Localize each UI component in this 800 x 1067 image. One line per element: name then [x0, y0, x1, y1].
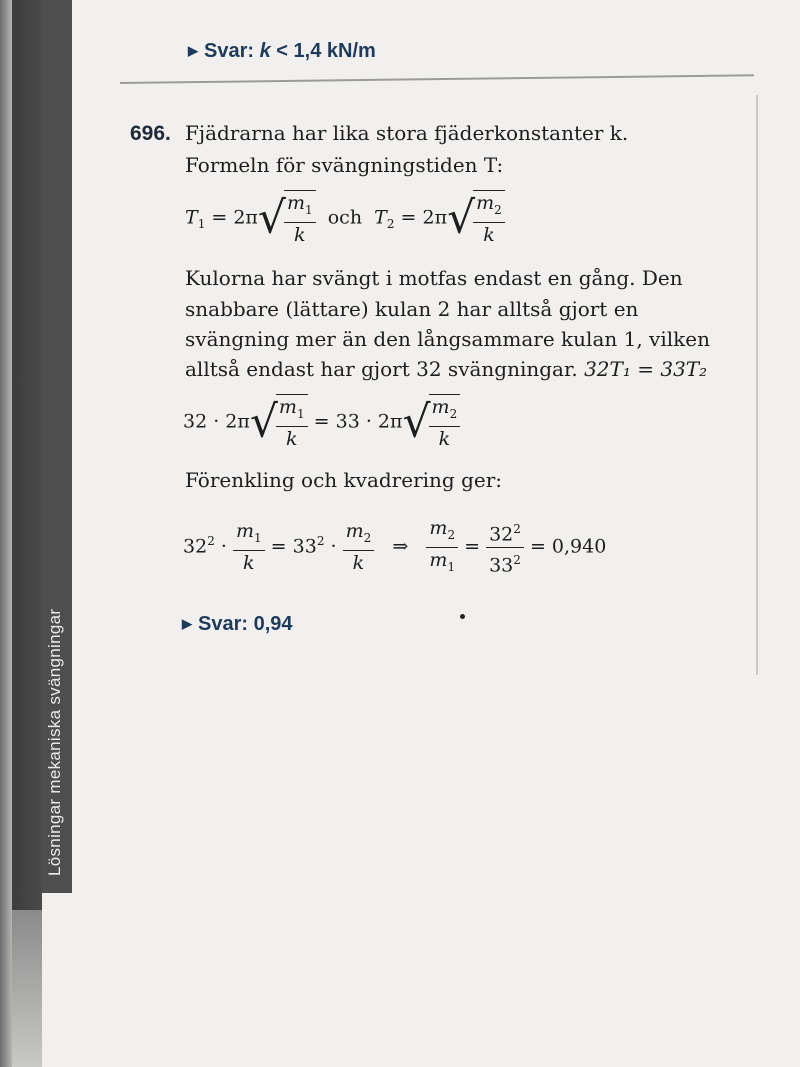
page-shadow-left: [0, 0, 12, 1067]
simplify-text: Förenkling och kvadrering ger:: [185, 468, 503, 492]
section-divider: [120, 74, 754, 84]
problem-line-2: Formeln för svängningstiden T:: [185, 153, 504, 177]
problem-line-1: Fjädrarna har lika stora fjäderkonstanter k.: [185, 121, 629, 145]
equal-times-equation: 32 · 2π√ $\frac{m_1}{k}$ = 33 · 2π√ $\frac{m_2}{k}$: [183, 394, 460, 451]
inline-equation: 32T₁ = 33T₂: [584, 357, 708, 381]
sqrt-2: √ $\frac{m_2}{k}$: [447, 190, 505, 247]
triangle-bullet-icon: ▶: [182, 616, 192, 631]
chapter-side-label: Lösningar mekaniska svängningar: [45, 608, 64, 876]
bottom-answer: ▶ Svar: 0,94: [182, 613, 293, 635]
paragraph-line-3: svängning mer än den långsammare kulan 1, vilken: [185, 327, 710, 351]
period-formulas: $T_1 = 2\pi√$ $\frac{m_1}{k}$ och $T_2 = 2\pi√$ $\frac{m_2}{k}$: [185, 190, 505, 247]
top-answer: ▶ Svar: k < 1,4 kN/m: [188, 40, 376, 62]
book-spine: [12, 0, 42, 910]
paragraph-line-1: Kulorna har svängt i motfas endast en gång. Den: [185, 266, 683, 290]
problem-number: 696.: [130, 122, 171, 145]
ink-dot: [460, 614, 465, 619]
implies-icon: ⇒: [392, 535, 409, 558]
column-edge: [756, 95, 758, 675]
sqrt-1: √ $\frac{m_1}{k}$: [258, 190, 316, 247]
book-spine-lower: [12, 910, 42, 1067]
paragraph-line-2: snabbare (lättare) kulan 2 har alltså gjort en: [185, 297, 639, 321]
paragraph-line-4: alltså endast har gjort 32 svängningar. 32T₁ = 33T₂: [185, 357, 708, 381]
squared-equation: $32^2$ · $\frac{m_1}{k}$ = $33^2$ · $\frac{m_2}{k}$ ⇒ $\frac{m_2}{m_1}$ = $\frac{32^2}{33^2}$ = 0,940: [183, 517, 607, 577]
triangle-bullet-icon: ▶: [188, 43, 198, 58]
